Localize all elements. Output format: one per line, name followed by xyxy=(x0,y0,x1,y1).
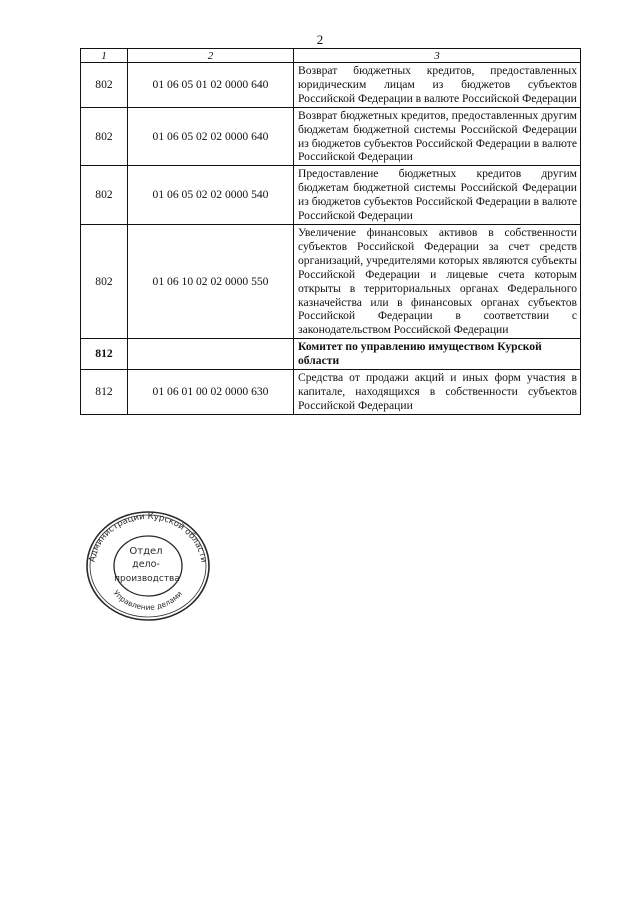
description-cell: Предоставление бюджетных кредитов другим бюджетам бюджетной системы Российской Федерации из бюджетов субъектов Российской Федерации в валюте Российской Федерации xyxy=(294,166,581,225)
classification-code-cell: 01 06 05 02 02 0000 640 xyxy=(128,107,294,166)
stamp-outer-ring-text: Администрации Курской области xyxy=(87,511,209,564)
table-row xyxy=(81,166,581,225)
table-row-section xyxy=(81,339,581,370)
header-col-1: 1 xyxy=(81,49,128,63)
table-row xyxy=(81,107,581,166)
header-col-2: 2 xyxy=(128,49,294,63)
table-row xyxy=(81,370,581,415)
classification-code-cell xyxy=(128,339,294,370)
description-cell: Средства от продажи акций и иных форм участия в капитале, находящихся в собственности субъектов Российской Федерации xyxy=(294,370,581,415)
table-header-row xyxy=(81,49,581,63)
budget-codes-table xyxy=(80,48,581,415)
stamp-center-line-1: Отдел xyxy=(129,546,163,557)
table-row xyxy=(81,224,581,338)
description-cell: Возврат бюджетных кредитов, предоставленных другим бюджетам бюджетной системы Российской Федерации из бюджетов субъектов Российской Федерации в валюте Российской Федерации xyxy=(294,107,581,166)
section-title-cell: Комитет по управлению имуществом Курской области xyxy=(294,339,581,370)
admin-code-cell: 812 xyxy=(81,370,128,415)
stamp-center-line-3: производства xyxy=(114,574,180,584)
official-stamp-icon xyxy=(80,509,212,621)
stamp-center-line-2: дело- xyxy=(132,559,160,570)
stamp-inner-ring-text: Управление делами xyxy=(111,588,184,612)
admin-code-cell: 802 xyxy=(81,224,128,338)
page-number: 2 xyxy=(316,32,324,47)
classification-code-cell: 01 06 05 02 02 0000 540 xyxy=(128,166,294,225)
classification-code-cell: 01 06 05 01 02 0000 640 xyxy=(128,63,294,108)
admin-code-cell: 802 xyxy=(81,107,128,166)
admin-code-cell: 802 xyxy=(81,63,128,108)
header-col-3: 3 xyxy=(294,49,581,63)
admin-code-cell: 802 xyxy=(81,166,128,225)
description-cell: Увеличение финансовых активов в собственности субъектов Российской Федерации за счет средств организаций, учредителями которых являются субъекты Российской Федерации и лицевые счета которым открыты в территориальных органах Федерального казначейства или в финансовых органах субъектов Российской Федерации в соответствии с законодательством Российской Федерации xyxy=(294,224,581,338)
classification-code-cell: 01 06 01 00 02 0000 630 xyxy=(128,370,294,415)
description-cell: Возврат бюджетных кредитов, предоставленных юридическим лицам из бюджетов субъектов Российской Федерации в валюте Российской Федерации xyxy=(294,63,581,108)
classification-code-cell: 01 06 10 02 02 0000 550 xyxy=(128,224,294,338)
table-row xyxy=(81,63,581,108)
admin-code-cell: 812 xyxy=(81,339,128,370)
